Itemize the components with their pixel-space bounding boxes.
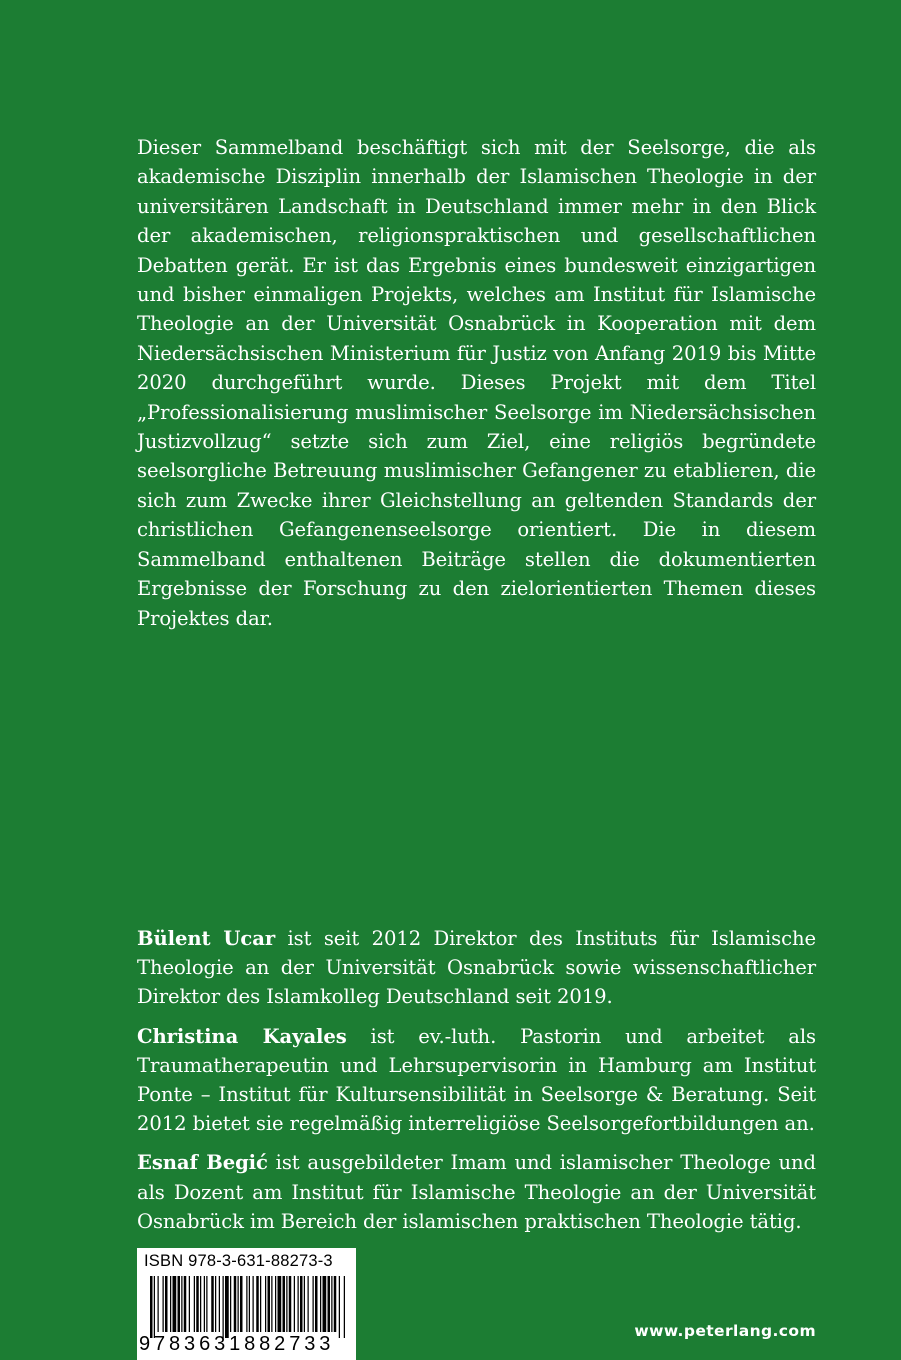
bio-bulent-ucar xyxy=(137,924,816,1012)
barcode-bars xyxy=(150,1276,346,1338)
author-bio-text: ist ausgebildeter Imam und islamischer Theologe und als Dozent am Institut für Islamische Theologie an der Universität Osnabrück im Bereich der islamischen praktischen Theologie tätig. xyxy=(137,1151,816,1233)
isbn-barcode xyxy=(137,1248,356,1360)
author-bio-text: ist ev.-luth. Pastorin und arbeitet als Traumatherapeutin und Lehrsupervisorin in Hamburg am Institut Ponte – Institut für Kultursensibilität in Seelsorge & Beratung. Seit 2012 bietet sie regelmäßig interreligiöse Seelsorgefortbildungen an. xyxy=(137,1024,816,1136)
author-name: Esnaf Begić xyxy=(137,1151,268,1175)
author-bios xyxy=(137,924,816,1246)
bio-christina-kayales xyxy=(137,1022,816,1139)
isbn-label: ISBN 978-3-631-88273-3 xyxy=(144,1252,333,1270)
barcode-digits: 783631882733 xyxy=(154,1333,335,1355)
blurb-text: Dieser Sammelband beschäftigt sich mit der Seelsorge, die als akademische Disziplin innerhalb der Islamischen Theologie in der universitären Landschaft in Deutschland immer mehr in den Blick der akademischen, religionspraktischen und gesellschaftlichen Debatten gerät. Er ist das Ergebnis eines bundesweit einzigartigen und bisher einmaligen Projekts, welches am Institut für Islamische Theologie an der Universität Osnabrück in Kooperation mit dem Niedersächsischen Ministerium für Justiz von Anfang 2019 bis Mitte 2020 durchgeführt wurde. Dieses Projekt mit dem Titel „Professionalisierung muslimischer Seelsorge im Niedersächsischen Justizvollzug“ setzte sich zum Ziel, eine religiös begründete seelsorgliche Betreuung muslimischer Gefangener zu etablieren, die sich zum Zwecke ihrer Gleichstellung an geltenden Standards der christlichen Gefangenenseelsorge orientiert. Die in diesem Sammelband enthaltenen Beiträge stellen die dokumentierten Ergebnisse der Forschung zu den zielorientierten Themen dieses Projektes dar. xyxy=(137,136,816,630)
bio-esnaf-begic xyxy=(137,1148,816,1236)
author-bio-text: ist seit 2012 Direktor des Instituts für Islamische Theologie an der Universität Osnabrück sowie wissenschaftlicher Direktor des Islamkolleg Deutschland seit 2019. xyxy=(137,927,816,1009)
author-name: Bülent Ucar xyxy=(137,927,276,950)
author-name: Christina Kayales xyxy=(137,1024,347,1048)
publisher-website: www.peterlang.com xyxy=(634,1322,816,1340)
barcode-first-digit: 9 xyxy=(139,1333,151,1355)
